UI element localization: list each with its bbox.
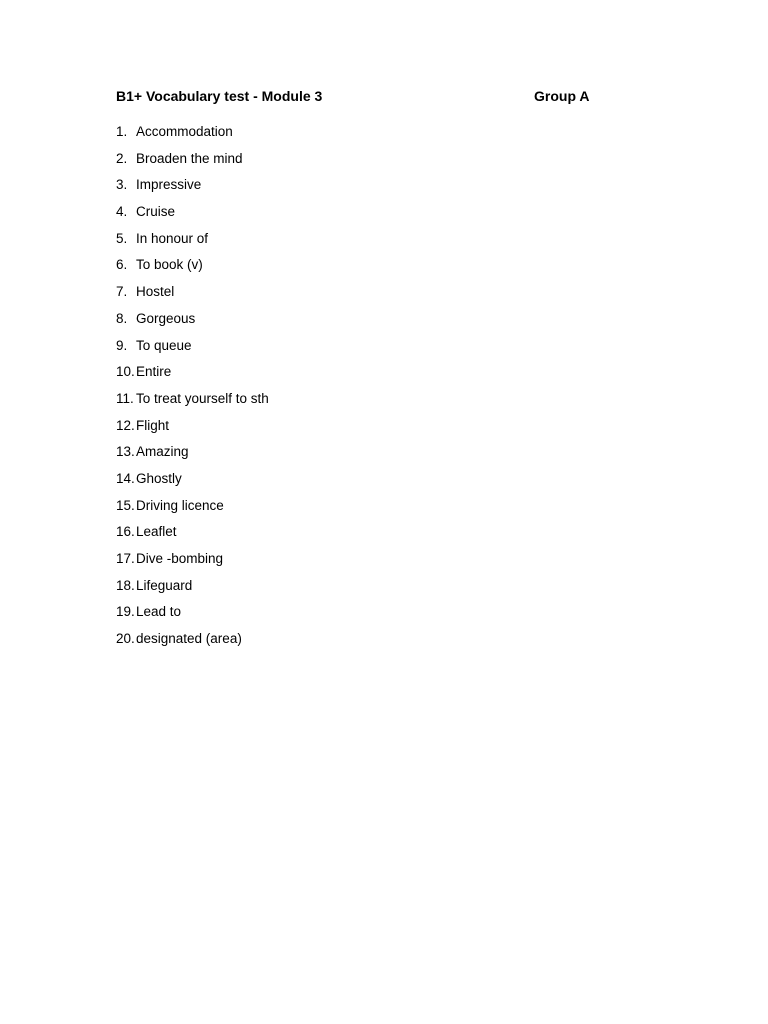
list-item <box>116 496 516 523</box>
document-header <box>116 87 596 105</box>
list-item <box>116 469 516 496</box>
item-text: Lifeguard <box>136 577 193 593</box>
group-label: Group A <box>534 88 590 104</box>
item-text: To book (v) <box>136 257 203 273</box>
list-item <box>116 522 516 549</box>
page-title: B1+ Vocabulary test - Module 3 <box>116 88 323 104</box>
item-number: 20. <box>116 631 135 647</box>
item-text: To queue <box>136 337 192 353</box>
item-number: 2. <box>116 150 128 166</box>
item-number: 9. <box>116 337 128 353</box>
list-item <box>116 549 516 576</box>
list-item <box>116 202 516 229</box>
item-text: To treat yourself to sth <box>136 390 269 406</box>
item-text: Broaden the mind <box>136 150 243 166</box>
item-text: In honour of <box>136 230 209 246</box>
item-number: 7. <box>116 284 128 300</box>
item-number: 3. <box>116 177 128 193</box>
item-number: 19. <box>116 604 135 620</box>
item-text: Lead to <box>136 604 182 620</box>
list-item <box>116 229 516 256</box>
item-number: 11. <box>116 390 134 406</box>
list-item <box>116 389 516 416</box>
list-item <box>116 602 516 629</box>
item-number: 17. <box>116 551 135 566</box>
item-number: 12. <box>116 417 135 433</box>
item-text: Impressive <box>136 177 202 193</box>
item-text: Driving licence <box>136 497 224 513</box>
list-item <box>116 122 516 149</box>
item-number: 10. <box>116 364 135 380</box>
item-text: Gorgeous <box>136 310 196 326</box>
list-item <box>116 629 516 656</box>
item-text: designated (area) <box>136 631 242 647</box>
list-item <box>116 576 516 603</box>
list-item <box>116 416 516 443</box>
item-text: Leaflet <box>136 524 177 540</box>
list-item <box>116 362 516 389</box>
item-number: 4. <box>116 204 128 220</box>
item-number: 8. <box>116 310 128 326</box>
list-item <box>116 309 516 336</box>
item-number: 15. <box>116 497 135 513</box>
list-item <box>116 336 516 363</box>
item-text: Hostel <box>136 284 175 300</box>
list-item <box>116 149 516 176</box>
item-text: Flight <box>136 417 170 433</box>
item-number: 1. <box>116 124 128 139</box>
item-text: Cruise <box>136 204 176 220</box>
item-number: 5. <box>116 230 128 246</box>
item-text: Dive -bombing <box>136 551 224 566</box>
list-item <box>116 255 516 282</box>
item-text: Amazing <box>136 444 189 460</box>
vocabulary-list <box>116 122 516 656</box>
item-text: Entire <box>136 364 172 380</box>
list-item <box>116 282 516 309</box>
item-number: 13. <box>116 444 135 460</box>
item-number: 18. <box>116 577 135 593</box>
item-text: Accommodation <box>136 124 233 139</box>
item-text: Ghostly <box>136 470 182 486</box>
item-number: 6. <box>116 257 128 273</box>
list-item <box>116 175 516 202</box>
item-number: 16. <box>116 524 135 540</box>
item-number: 14. <box>116 470 135 486</box>
list-item <box>116 442 516 469</box>
